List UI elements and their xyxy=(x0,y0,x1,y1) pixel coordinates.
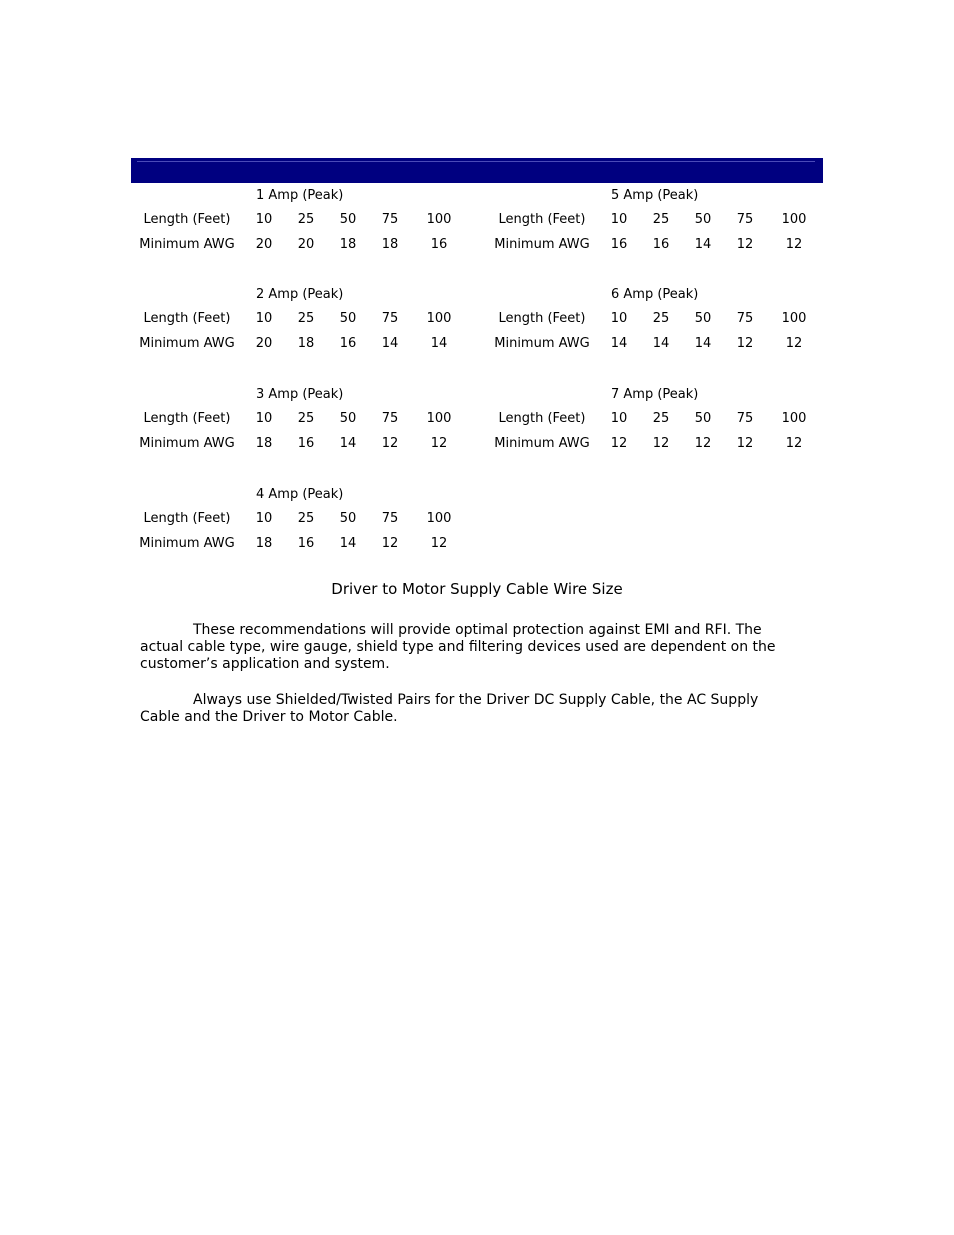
length-cell: 50 xyxy=(694,411,712,426)
length-cell: 25 xyxy=(652,411,670,426)
length-cell: 100 xyxy=(426,411,452,426)
awg-cell: 14 xyxy=(610,336,628,351)
amp-table-6 xyxy=(486,287,826,362)
awg-cell: 14 xyxy=(652,336,670,351)
awg-cell: 14 xyxy=(694,237,712,252)
length-cell: 100 xyxy=(426,311,452,326)
awg-cell: 14 xyxy=(339,436,357,451)
header-rule xyxy=(137,161,815,162)
length-cell: 25 xyxy=(297,311,315,326)
awg-cell: 12 xyxy=(785,237,803,252)
length-label: Length (Feet) xyxy=(498,411,586,426)
awg-row xyxy=(131,336,471,354)
awg-cell: 12 xyxy=(785,436,803,451)
amp-table-title: 1 Amp (Peak) xyxy=(256,188,344,203)
length-cell: 100 xyxy=(781,411,807,426)
awg-cell: 12 xyxy=(430,536,448,551)
length-label: Length (Feet) xyxy=(498,311,586,326)
awg-cell: 20 xyxy=(255,237,273,252)
length-row xyxy=(131,212,471,230)
awg-cell: 16 xyxy=(297,536,315,551)
length-cell: 50 xyxy=(339,511,357,526)
amp-table-1 xyxy=(131,188,471,263)
length-cell: 10 xyxy=(255,212,273,227)
length-cell: 75 xyxy=(736,311,754,326)
length-cell: 50 xyxy=(339,311,357,326)
length-cell: 25 xyxy=(652,212,670,227)
awg-cell: 14 xyxy=(381,336,399,351)
awg-cell: 16 xyxy=(297,436,315,451)
paragraph-text: These recommendations will provide optimal protection against EMI and RFI. The actual cable type, wire gauge, shield type and filtering devices used are dependent on the customer’s application and system. xyxy=(140,622,776,672)
amp-table-5 xyxy=(486,188,826,263)
length-cell: 25 xyxy=(652,311,670,326)
awg-cell: 12 xyxy=(381,536,399,551)
length-label: Length (Feet) xyxy=(143,212,231,227)
awg-cell: 12 xyxy=(430,436,448,451)
length-cell: 25 xyxy=(297,212,315,227)
awg-row xyxy=(131,436,471,454)
amp-table-title: 5 Amp (Peak) xyxy=(611,188,699,203)
awg-cell: 18 xyxy=(297,336,315,351)
amp-table-3 xyxy=(131,387,471,462)
awg-cell: 18 xyxy=(255,436,273,451)
awg-row xyxy=(486,237,826,255)
length-row xyxy=(131,411,471,429)
awg-label: Minimum AWG xyxy=(139,237,235,252)
amp-table-title: 3 Amp (Peak) xyxy=(256,387,344,402)
length-cell: 75 xyxy=(736,212,754,227)
awg-row xyxy=(486,436,826,454)
length-cell: 10 xyxy=(255,511,273,526)
length-cell: 100 xyxy=(781,212,807,227)
length-cell: 75 xyxy=(381,212,399,227)
awg-label: Minimum AWG xyxy=(139,436,235,451)
awg-cell: 14 xyxy=(339,536,357,551)
length-cell: 50 xyxy=(339,411,357,426)
amp-table-title: 2 Amp (Peak) xyxy=(256,287,344,302)
amp-table-title: 6 Amp (Peak) xyxy=(611,287,699,302)
length-label: Length (Feet) xyxy=(143,311,231,326)
length-cell: 10 xyxy=(255,411,273,426)
amp-table-title: 4 Amp (Peak) xyxy=(256,487,344,502)
awg-cell: 12 xyxy=(785,336,803,351)
length-cell: 25 xyxy=(297,411,315,426)
awg-cell: 18 xyxy=(381,237,399,252)
length-cell: 75 xyxy=(381,411,399,426)
awg-row xyxy=(486,336,826,354)
amp-table-7 xyxy=(486,387,826,462)
amp-table-2 xyxy=(131,287,471,362)
awg-cell: 14 xyxy=(694,336,712,351)
awg-cell: 14 xyxy=(430,336,448,351)
length-row xyxy=(486,411,826,429)
awg-row xyxy=(131,237,471,255)
awg-cell: 16 xyxy=(652,237,670,252)
length-label: Length (Feet) xyxy=(143,411,231,426)
length-cell: 10 xyxy=(610,411,628,426)
awg-cell: 20 xyxy=(255,336,273,351)
length-row xyxy=(131,511,471,529)
awg-cell: 12 xyxy=(736,436,754,451)
awg-cell: 18 xyxy=(339,237,357,252)
awg-cell: 12 xyxy=(381,436,399,451)
awg-cell: 20 xyxy=(297,237,315,252)
length-row xyxy=(131,311,471,329)
length-cell: 75 xyxy=(381,511,399,526)
length-cell: 50 xyxy=(339,212,357,227)
length-cell: 100 xyxy=(426,212,452,227)
awg-cell: 12 xyxy=(694,436,712,451)
awg-cell: 12 xyxy=(610,436,628,451)
length-cell: 50 xyxy=(694,212,712,227)
length-cell: 100 xyxy=(426,511,452,526)
length-label: Length (Feet) xyxy=(143,511,231,526)
length-cell: 25 xyxy=(297,511,315,526)
awg-cell: 12 xyxy=(736,237,754,252)
table-caption: Driver to Motor Supply Cable Wire Size xyxy=(331,580,623,598)
length-cell: 50 xyxy=(694,311,712,326)
length-cell: 100 xyxy=(781,311,807,326)
paragraph xyxy=(140,622,800,673)
awg-cell: 18 xyxy=(255,536,273,551)
awg-label: Minimum AWG xyxy=(139,536,235,551)
length-cell: 10 xyxy=(255,311,273,326)
awg-cell: 16 xyxy=(430,237,448,252)
paragraph xyxy=(140,692,800,726)
awg-cell: 12 xyxy=(652,436,670,451)
amp-table-4 xyxy=(131,487,471,562)
length-row xyxy=(486,311,826,329)
awg-cell: 16 xyxy=(339,336,357,351)
length-cell: 10 xyxy=(610,311,628,326)
awg-row xyxy=(131,536,471,554)
awg-label: Minimum AWG xyxy=(494,336,590,351)
paragraph-text: Always use Shielded/Twisted Pairs for the Driver DC Supply Cable, the AC Supply Cable and the Driver to Motor Cable. xyxy=(140,692,759,725)
awg-label: Minimum AWG xyxy=(494,436,590,451)
length-cell: 75 xyxy=(736,411,754,426)
length-cell: 75 xyxy=(381,311,399,326)
header-bar xyxy=(131,158,823,183)
awg-label: Minimum AWG xyxy=(139,336,235,351)
length-cell: 10 xyxy=(610,212,628,227)
length-label: Length (Feet) xyxy=(498,212,586,227)
awg-cell: 12 xyxy=(736,336,754,351)
length-row xyxy=(486,212,826,230)
awg-cell: 16 xyxy=(610,237,628,252)
amp-table-title: 7 Amp (Peak) xyxy=(611,387,699,402)
awg-label: Minimum AWG xyxy=(494,237,590,252)
